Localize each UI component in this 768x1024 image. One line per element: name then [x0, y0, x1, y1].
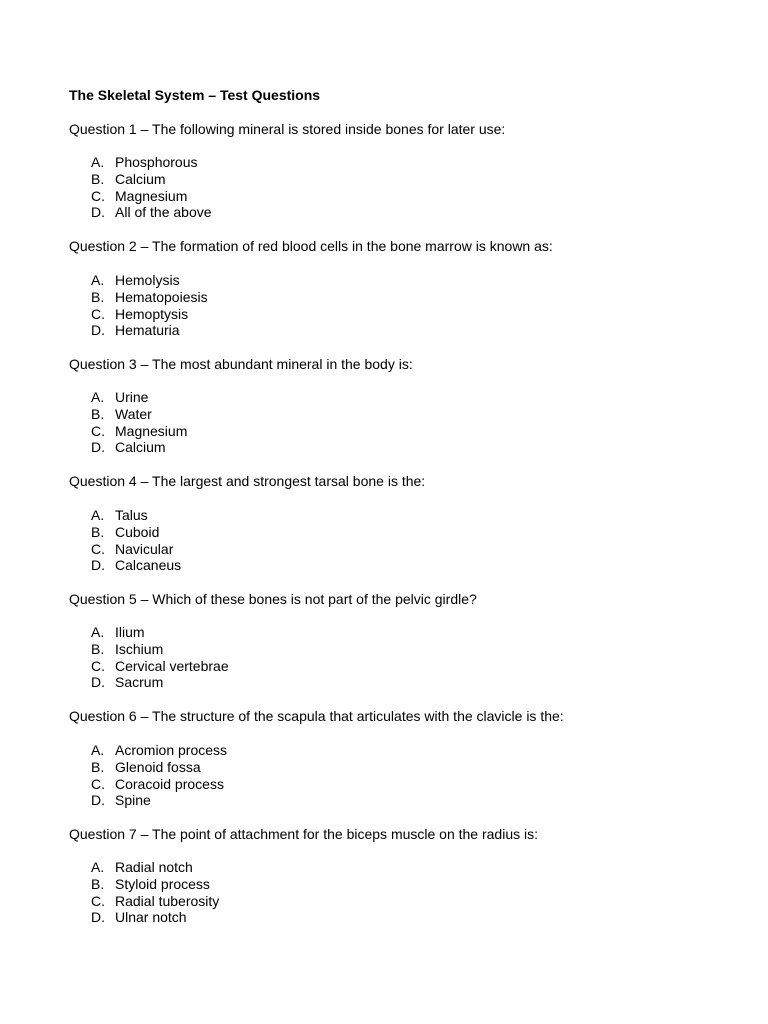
option-letter: B.: [91, 405, 105, 422]
answer-option: [91, 507, 181, 524]
answer-option: [91, 742, 227, 759]
answer-option: [91, 893, 219, 910]
option-text: Cervical vertebrae: [115, 657, 229, 674]
answer-option: [91, 909, 219, 926]
option-letter: D.: [91, 557, 105, 574]
option-text: Cuboid: [115, 523, 160, 540]
option-letter: A.: [91, 507, 105, 523]
answer-option: [91, 406, 187, 423]
answer-option: [91, 204, 212, 221]
question-5-options: [91, 624, 229, 691]
option-letter: C.: [91, 657, 105, 674]
option-text: Styloid process: [115, 875, 210, 892]
answer-option: [91, 389, 187, 406]
document-title: The Skeletal System – Test Questions: [69, 87, 321, 103]
option-text: Spine: [115, 792, 151, 809]
answer-option: [91, 322, 208, 339]
option-letter: B.: [91, 875, 105, 892]
question-2-prompt: Question 2 – The formation of red blood cells in the bone marrow is known as:: [69, 238, 553, 254]
option-letter: A.: [91, 154, 105, 170]
option-letter: D.: [91, 322, 105, 339]
option-letter: C.: [91, 775, 105, 792]
answer-option: [91, 541, 181, 558]
option-text: Hemoptysis: [115, 305, 189, 322]
question-5-prompt: Question 5 – Which of these bones is not part of the pelvic girdle?: [69, 591, 477, 607]
answer-option: [91, 759, 227, 776]
question-3-prompt: Question 3 – The most abundant mineral in the body is:: [69, 356, 413, 372]
question-6-prompt: Question 6 – The structure of the scapula that articulates with the clavicle is the:: [69, 708, 564, 724]
option-letter: B.: [91, 288, 105, 305]
answer-option: [91, 658, 229, 675]
answer-option: [91, 289, 208, 306]
answer-option: [91, 641, 229, 658]
option-text: Sacrum: [115, 674, 164, 691]
question-7-prompt: Question 7 – The point of attachment for the biceps muscle on the radius is:: [69, 826, 539, 842]
option-text: Phosphorous: [115, 154, 198, 170]
question-3-options: [91, 389, 187, 456]
option-letter: C.: [91, 422, 105, 439]
option-text: Radial notch: [115, 859, 193, 875]
question-2-options: [91, 272, 208, 339]
option-letter: C.: [91, 540, 105, 557]
option-text: Coracoid process: [115, 775, 224, 792]
answer-option: [91, 674, 229, 691]
option-letter: D.: [91, 674, 105, 691]
answer-option: [91, 859, 219, 876]
option-text: Calcium: [115, 439, 166, 456]
option-text: Glenoid fossa: [115, 758, 201, 775]
option-text: All of the above: [115, 204, 212, 221]
option-letter: A.: [91, 859, 105, 875]
option-letter: A.: [91, 272, 105, 288]
question-7-options: [91, 859, 219, 926]
answer-option: [91, 154, 212, 171]
question-1-prompt: Question 1 – The following mineral is stored inside bones for later use:: [69, 121, 506, 137]
option-letter: A.: [91, 389, 105, 405]
option-text: Magnesium: [115, 187, 188, 204]
answer-option: [91, 306, 208, 323]
question-6-options: [91, 742, 227, 809]
answer-option: [91, 776, 227, 793]
option-letter: D.: [91, 204, 105, 221]
option-text: Urine: [115, 389, 149, 405]
option-text: Water: [115, 405, 152, 422]
answer-option: [91, 423, 187, 440]
option-text: Calcium: [115, 170, 166, 187]
option-text: Calcaneus: [115, 557, 182, 574]
answer-option: [91, 876, 219, 893]
answer-option: [91, 188, 212, 205]
option-letter: B.: [91, 523, 105, 540]
question-4-options: [91, 507, 181, 574]
option-letter: C.: [91, 305, 105, 322]
option-letter: B.: [91, 170, 105, 187]
option-text: Hematuria: [115, 322, 180, 339]
option-text: Hemolysis: [115, 272, 180, 288]
option-text: Radial tuberosity: [115, 892, 220, 909]
question-1-options: [91, 154, 212, 221]
answer-option: [91, 557, 181, 574]
option-text: Magnesium: [115, 422, 188, 439]
option-text: Hematopoiesis: [115, 288, 208, 305]
answer-option: [91, 171, 212, 188]
option-text: Ilium: [115, 624, 145, 640]
option-letter: B.: [91, 758, 105, 775]
option-letter: D.: [91, 439, 105, 456]
option-letter: C.: [91, 892, 105, 909]
answer-option: [91, 624, 229, 641]
option-text: Navicular: [115, 540, 174, 557]
question-4-prompt: Question 4 – The largest and strongest tarsal bone is the:: [69, 473, 426, 489]
option-letter: C.: [91, 187, 105, 204]
option-letter: D.: [91, 792, 105, 809]
answer-option: [91, 272, 208, 289]
option-letter: A.: [91, 742, 105, 758]
option-text: Acromion process: [115, 742, 228, 758]
option-letter: B.: [91, 640, 105, 657]
option-text: Talus: [115, 507, 148, 523]
option-letter: D.: [91, 909, 105, 926]
option-letter: A.: [91, 624, 105, 640]
answer-option: [91, 524, 181, 541]
answer-option: [91, 792, 227, 809]
option-text: Ischium: [115, 640, 164, 657]
answer-option: [91, 439, 187, 456]
option-text: Ulnar notch: [115, 909, 187, 926]
